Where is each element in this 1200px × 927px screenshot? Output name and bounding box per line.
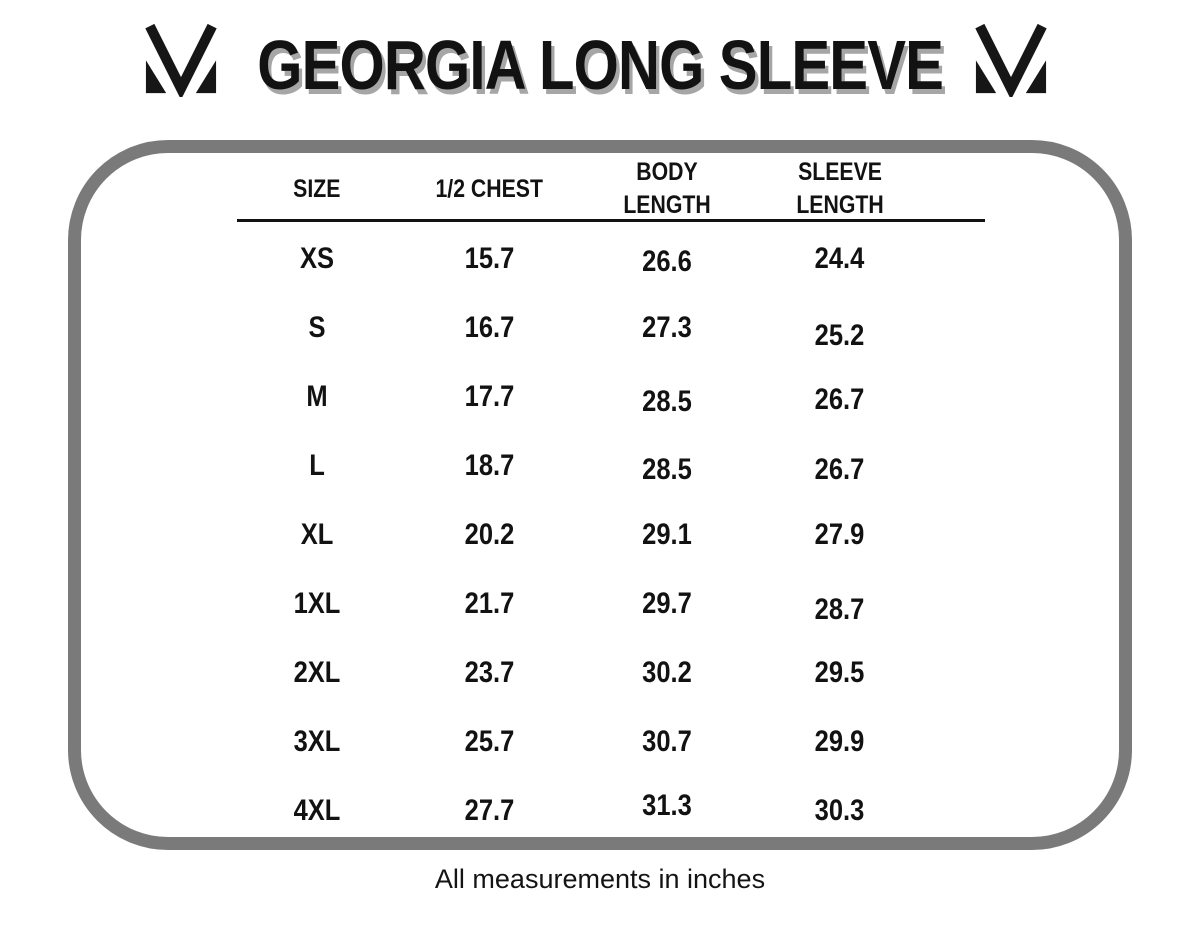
size-label: M bbox=[306, 379, 328, 413]
sleeve-length-value: 25.2 bbox=[814, 318, 865, 352]
body-length-value: 30.2 bbox=[642, 655, 692, 689]
sleeve-length-value: 26.7 bbox=[814, 382, 865, 416]
table-row bbox=[237, 500, 927, 569]
half-chest-value: 20.2 bbox=[464, 517, 515, 551]
header-divider bbox=[237, 219, 985, 222]
body-length-value: 29.1 bbox=[642, 517, 692, 551]
half-chest-value: 25.7 bbox=[464, 724, 515, 758]
table-body bbox=[237, 224, 927, 845]
size-table bbox=[237, 156, 927, 845]
body-length-value: 31.3 bbox=[642, 788, 692, 822]
column-header-body-length: BODY LENGTH bbox=[623, 158, 711, 219]
sleeve-length-value: 27.9 bbox=[814, 517, 865, 551]
body-length-value: 28.5 bbox=[642, 452, 692, 486]
table-row bbox=[237, 776, 927, 845]
half-chest-value: 17.7 bbox=[464, 379, 515, 413]
sleeve-length-value: 29.5 bbox=[814, 655, 865, 689]
sleeve-length-value: 26.7 bbox=[814, 452, 865, 486]
header bbox=[0, 0, 1200, 130]
column-header-size: SIZE bbox=[293, 174, 341, 203]
size-label: XL bbox=[300, 517, 334, 551]
body-length-value: 26.6 bbox=[642, 244, 692, 278]
half-chest-value: 21.7 bbox=[464, 586, 515, 620]
sleeve-length-value: 30.3 bbox=[814, 793, 865, 827]
column-header-sleeve-length: SLEEVE LENGTH bbox=[795, 158, 884, 219]
size-label: L bbox=[309, 448, 325, 482]
table-row bbox=[237, 293, 927, 362]
size-label: S bbox=[308, 310, 326, 344]
table-row bbox=[237, 362, 927, 431]
body-length-value: 28.5 bbox=[642, 384, 692, 418]
sleeve-length-value: 24.4 bbox=[814, 241, 865, 275]
half-chest-value: 23.7 bbox=[464, 655, 515, 689]
body-length-value: 27.3 bbox=[642, 310, 692, 344]
units-note: All measurements in inches bbox=[434, 864, 766, 894]
table-row bbox=[237, 707, 927, 776]
size-label: 4XL bbox=[293, 793, 341, 827]
brand-m-logo-icon bbox=[970, 23, 1052, 97]
table-row bbox=[237, 569, 927, 638]
size-label: XS bbox=[299, 241, 335, 275]
half-chest-value: 15.7 bbox=[464, 241, 515, 275]
sleeve-length-value: 28.7 bbox=[814, 592, 865, 626]
table-row bbox=[237, 431, 927, 500]
page-title-text: GEORGIA LONG SLEEVE bbox=[257, 26, 943, 104]
half-chest-value: 18.7 bbox=[464, 448, 515, 482]
size-label: 3XL bbox=[293, 724, 341, 758]
half-chest-value: 27.7 bbox=[464, 793, 515, 827]
table-row bbox=[237, 224, 927, 293]
table-row bbox=[237, 638, 927, 707]
sleeve-length-value: 29.9 bbox=[814, 724, 865, 758]
size-label: 2XL bbox=[293, 655, 341, 689]
half-chest-value: 16.7 bbox=[464, 310, 515, 344]
table-header-row bbox=[237, 156, 927, 219]
size-label: 1XL bbox=[293, 586, 341, 620]
body-length-value: 30.7 bbox=[642, 724, 692, 758]
column-header-half-chest: 1/2 CHEST bbox=[435, 174, 544, 203]
body-length-value: 29.7 bbox=[642, 586, 692, 620]
